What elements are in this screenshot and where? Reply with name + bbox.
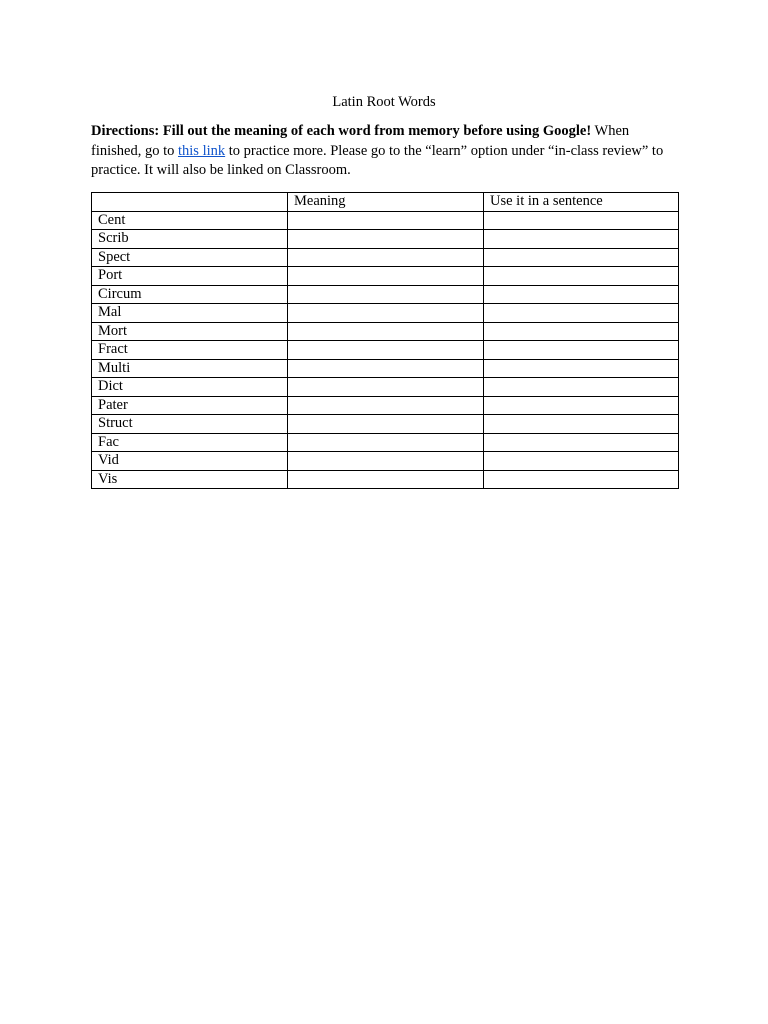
table-row: [92, 452, 679, 471]
table-row: [92, 415, 679, 434]
sentence-cell[interactable]: [484, 285, 679, 304]
root-word-cell[interactable]: Circum: [92, 285, 288, 304]
meaning-cell[interactable]: [288, 322, 484, 341]
meaning-cell[interactable]: [288, 304, 484, 323]
sentence-cell[interactable]: [484, 415, 679, 434]
table-row: [92, 359, 679, 378]
meaning-cell[interactable]: [288, 396, 484, 415]
meaning-cell[interactable]: [288, 230, 484, 249]
sentence-cell[interactable]: [484, 248, 679, 267]
table-row: [92, 267, 679, 286]
directions-text-before-link: When finished, go to: [91, 123, 630, 159]
sentence-cell[interactable]: [484, 396, 679, 415]
root-word-cell[interactable]: Pater: [92, 396, 288, 415]
sentence-cell[interactable]: [484, 470, 679, 489]
directions-paragraph: [91, 122, 681, 181]
meaning-cell[interactable]: [288, 378, 484, 397]
sentence-cell[interactable]: [484, 341, 679, 360]
sentence-cell[interactable]: [484, 433, 679, 452]
meaning-cell[interactable]: [288, 341, 484, 360]
root-word-cell[interactable]: Multi: [92, 359, 288, 378]
meaning-cell[interactable]: [288, 211, 484, 230]
root-word-cell[interactable]: Scrib: [92, 230, 288, 249]
table-row: [92, 304, 679, 323]
sentence-cell[interactable]: [484, 304, 679, 323]
latin-roots-table: [91, 192, 679, 489]
meaning-cell[interactable]: [288, 433, 484, 452]
sentence-cell[interactable]: [484, 322, 679, 341]
document-title: Latin Root Words: [332, 94, 436, 110]
meaning-cell[interactable]: [288, 415, 484, 434]
table-row: [92, 396, 679, 415]
sentence-cell[interactable]: [484, 359, 679, 378]
table-body: [92, 193, 679, 489]
meaning-cell[interactable]: [288, 267, 484, 286]
table-row: [92, 285, 679, 304]
root-word-cell[interactable]: Vid: [92, 452, 288, 471]
table-row: [92, 211, 679, 230]
sentence-cell[interactable]: [484, 267, 679, 286]
header-cell-root[interactable]: [92, 193, 288, 212]
sentence-cell[interactable]: [484, 452, 679, 471]
sentence-cell[interactable]: [484, 378, 679, 397]
directions-text-after-link: to practice more. Please go to the “learn” option under “in-class review” to practice. It will also be linked on Classroom.: [91, 142, 664, 178]
root-word-cell[interactable]: Spect: [92, 248, 288, 267]
table-row: [92, 322, 679, 341]
meaning-cell[interactable]: [288, 359, 484, 378]
meaning-cell[interactable]: [288, 470, 484, 489]
directions-bold-text: Directions: Fill out the meaning of each word from memory before using Google!: [91, 123, 592, 139]
root-word-cell[interactable]: Fract: [92, 341, 288, 360]
meaning-cell[interactable]: [288, 248, 484, 267]
root-word-cell[interactable]: Cent: [92, 211, 288, 230]
sentence-cell[interactable]: [484, 211, 679, 230]
table-row: [92, 378, 679, 397]
table-row: [92, 433, 679, 452]
header-cell-meaning[interactable]: Meaning: [288, 193, 484, 212]
table-header-row: [92, 193, 679, 212]
table-row: [92, 470, 679, 489]
meaning-cell[interactable]: [288, 452, 484, 471]
header-cell-sentence[interactable]: Use it in a sentence: [484, 193, 679, 212]
root-word-cell[interactable]: Mal: [92, 304, 288, 323]
root-word-cell[interactable]: Vis: [92, 470, 288, 489]
sentence-cell[interactable]: [484, 230, 679, 249]
table-row: [92, 341, 679, 360]
practice-link[interactable]: this link: [178, 142, 226, 159]
root-word-cell[interactable]: Struct: [92, 415, 288, 434]
root-word-cell[interactable]: Fac: [92, 433, 288, 452]
table-row: [92, 248, 679, 267]
root-word-cell[interactable]: Mort: [92, 322, 288, 341]
root-word-cell[interactable]: Dict: [92, 378, 288, 397]
table-row: [92, 230, 679, 249]
root-word-cell[interactable]: Port: [92, 267, 288, 286]
meaning-cell[interactable]: [288, 285, 484, 304]
